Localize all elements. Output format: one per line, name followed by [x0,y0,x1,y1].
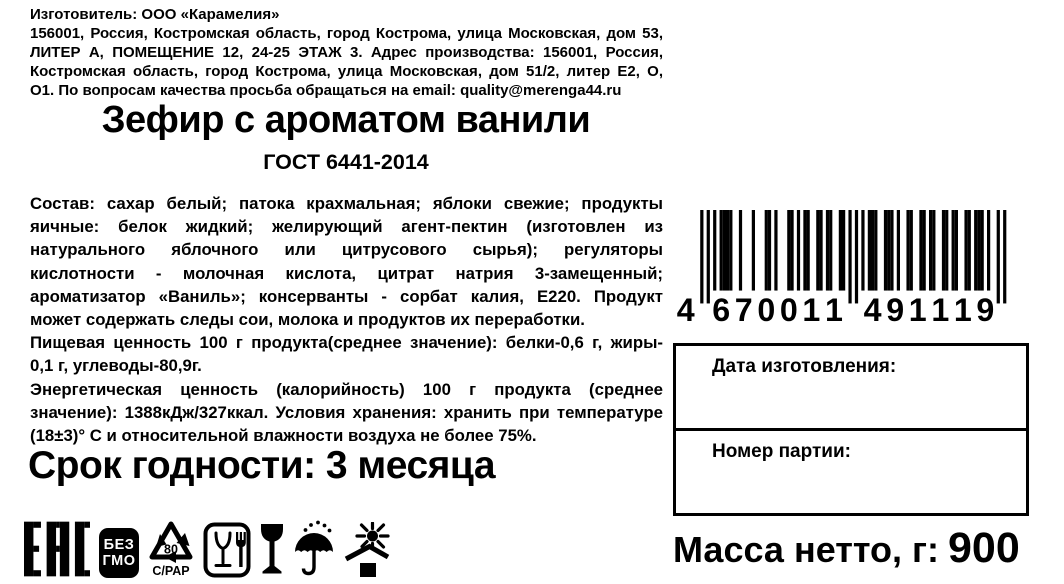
svg-text:0: 0 [757,292,776,326]
text-line: 156001, Россия, Костромская область, город Кострома, улица Московская, дом 53, [30,25,663,42]
energy-storage-paragraph [30,378,663,448]
recycling-code-icon [148,520,194,578]
text-line: может содержать следы сои, молока и продуктов их переработки. [30,310,585,330]
gmo-free-icon [99,528,139,578]
recycling-material: C/PAP [152,564,190,578]
gmo-free-line1: БЕЗ [103,537,135,553]
text-line: натурального яблочного или цитрусового сырья); регуляторы [30,240,663,260]
fragile-glass-icon [260,522,284,578]
eac-conformity-icon [24,520,90,578]
batch-number-box [673,428,1029,516]
packaging-icons-row [24,518,390,578]
svg-text:1: 1 [931,292,950,326]
text-line: Изготовитель: ООО «Карамелия» [30,6,280,23]
net-weight-value: 900 [948,524,1020,572]
shelf-life: Срок годности: 3 месяца [28,444,496,487]
gmo-free-line2: ГМО [102,553,136,569]
svg-text:1: 1 [824,292,843,326]
production-date-box [673,343,1029,431]
text-line: Пищевая ценность 100 г продукта(среднее значение): белки-0,6 г, жиры- [30,333,663,353]
product-title: Зефир с ароматом ванили [101,99,591,141]
svg-text:1: 1 [953,292,972,326]
keep-away-from-sunlight-icon [344,522,390,578]
svg-text:9: 9 [886,292,905,326]
gost-standard: ГОСТ 6441-2014 [263,150,429,174]
text-line: (18±3)° С и относительной влажности воздуха не более 75%. [30,426,537,446]
net-weight-label: Масса нетто, г: [673,529,940,570]
food-safe-glass-fork-icon [203,522,251,578]
svg-text:9: 9 [976,292,995,326]
svg-text:0: 0 [779,292,798,326]
composition-paragraph [30,192,663,331]
svg-text:4: 4 [676,292,695,326]
svg-text:1: 1 [802,292,821,326]
keep-dry-umbrella-icon [293,520,335,578]
net-weight [673,524,1020,573]
ean13-barcode [674,210,1010,326]
text-line: Костромская область, город Кострома, улица Московская, дом 51/2, литер Е2, О, [30,63,663,80]
recycling-number: 80 [164,542,178,557]
batch-number-label: Номер партии: [712,441,851,462]
text-line: Энергетическая ценность (калорийность) 100 г продукта (среднее [30,379,663,399]
text-line: 0,1 г, углеводы-80,9г. [30,356,202,376]
text-line: Состав: сахар белый; патока крахмальная; яблоки свежие; продукты [30,194,663,213]
manufacturer-block [30,5,663,100]
text-line: значение): 1388кДж/327ккал. Условия хранения: хранить при температуре [30,402,663,422]
svg-text:7: 7 [734,292,753,326]
text-line: кислотности - молочная кислота, цитрат натрия 3-замещенный; [30,263,663,283]
text-line: О1. По вопросам качества просьба обращаться на email: quality@merenga44.ru [30,82,622,99]
svg-text:1: 1 [908,292,927,326]
label-body [30,192,663,447]
nutrition-paragraph [30,331,663,377]
text-line: яичные: белок жидкий; желирующий агент-пектин (изготовлен из [30,217,663,237]
text-line: ароматизатор «Ваниль»; консерванты - сорбат калия, Е220. Продукт [30,286,663,306]
text-line: ЛИТЕР А, ПОМЕЩЕНИЕ 12, 24-25 ЭТАЖ 3. Адрес производства: 156001, Россия, [30,44,663,61]
svg-text:4: 4 [863,292,882,326]
production-date-label: Дата изготовления: [712,356,897,377]
svg-text:6: 6 [712,292,731,326]
